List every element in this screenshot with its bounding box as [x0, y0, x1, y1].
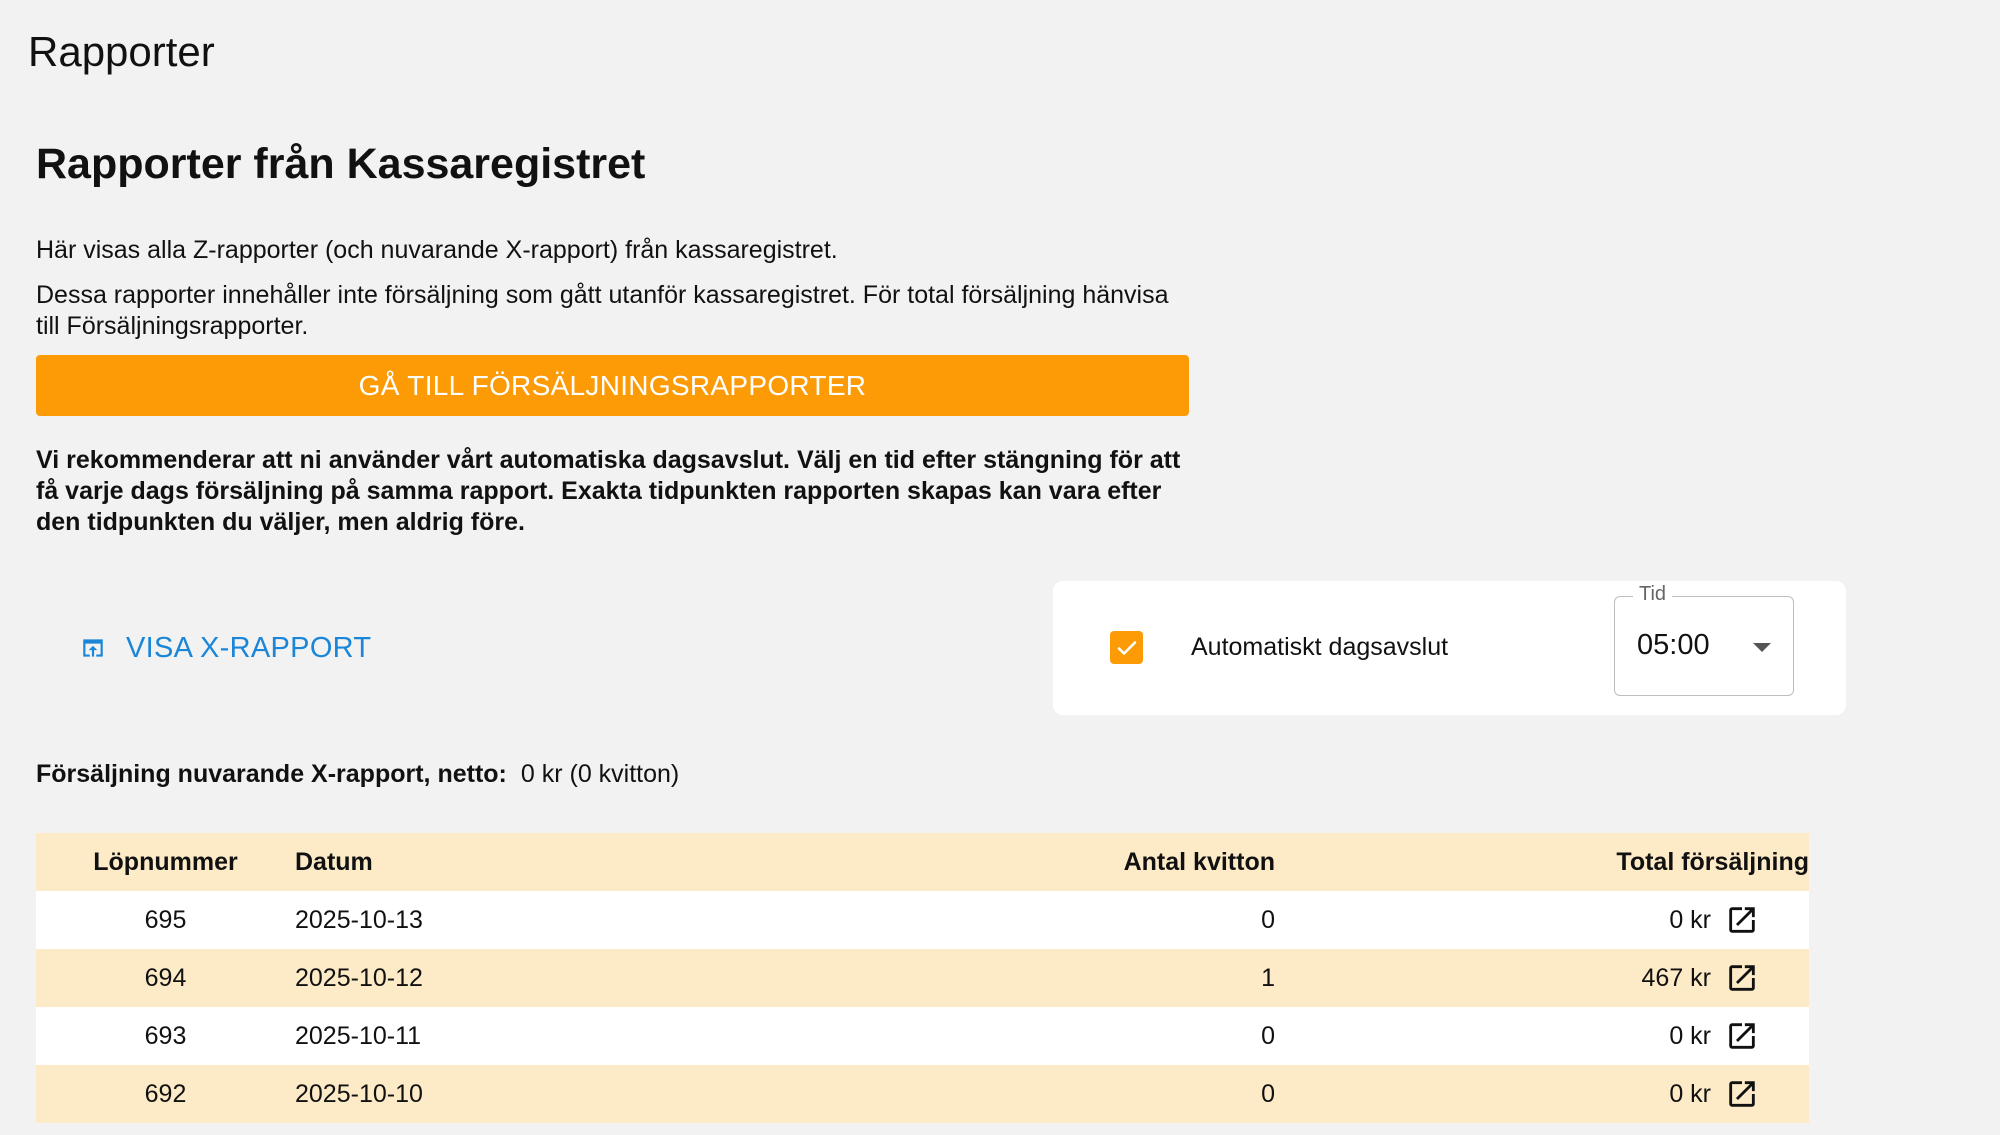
column-header-date: Datum [295, 847, 373, 876]
table-row [36, 1007, 1809, 1065]
open-report-icon[interactable] [1725, 961, 1759, 995]
time-select[interactable] [1614, 583, 1794, 696]
recommendation-text: Vi rekommenderar att ni använder vårt automatiska dagsavslut. Välj en tid efter stängning för att få varje dags försäljning på samma rapport. Exakta tidpunkten rapporten skapas kan vara efter den tidpunkten du väljer, men aldrig före. [36, 446, 1181, 536]
x-report-summary-value: 0 kr (0 kvitton) [520, 760, 680, 788]
chevron-down-icon[interactable] [1753, 643, 1771, 652]
cell-total-value: 467 kr [1641, 963, 1711, 992]
cell-date: 2025-10-13 [295, 905, 423, 934]
cell-date: 2025-10-12 [295, 963, 423, 992]
cell-date: 2025-10-10 [295, 1079, 423, 1108]
cell-total [1275, 891, 1809, 949]
cell-number: 695 [144, 905, 187, 934]
z-reports-table [36, 833, 1809, 1123]
intro-note: Dessa rapporter innehåller inte försäljning som gått utanför kassaregistret. För total försäljning hänvisa till Försäljningsrapporter. [36, 281, 1169, 340]
open-report-icon[interactable] [1725, 1077, 1759, 1111]
time-select-value: 05:00 [1637, 629, 1710, 661]
table-row [36, 949, 1809, 1007]
cell-total-value: 0 kr [1669, 905, 1711, 934]
cell-total-value: 0 kr [1669, 1021, 1711, 1050]
cell-receipts: 0 [1261, 1021, 1275, 1050]
cell-total [1275, 1007, 1809, 1065]
x-report-summary-label: Försäljning nuvarande X-rapport, netto: [36, 760, 507, 788]
auto-close-checkbox[interactable] [1110, 631, 1143, 664]
show-x-report-link[interactable] [80, 625, 371, 671]
intro-text: Här visas alla Z-rapporter (och nuvarande X-rapport) från kassaregistret. [36, 236, 838, 264]
checkmark-icon [1115, 636, 1139, 660]
open-report-icon[interactable] [1725, 1019, 1759, 1053]
cell-number: 693 [144, 1021, 187, 1050]
app-title: Rapporter [28, 28, 215, 75]
auto-close-label: Automatiskt dagsavslut [1191, 633, 1449, 661]
cell-receipts: 1 [1261, 963, 1275, 992]
cell-total-value: 0 kr [1669, 1079, 1711, 1108]
cell-total [1275, 1065, 1809, 1123]
column-header-number: Löpnummer [93, 847, 238, 876]
cell-number: 694 [144, 963, 187, 992]
open-in-window-icon [80, 635, 106, 661]
cell-number: 692 [144, 1079, 187, 1108]
column-header-receipts: Antal kvitton [1123, 847, 1275, 876]
column-header-total: Total försäljning [1616, 847, 1809, 876]
cell-total [1275, 949, 1809, 1007]
goto-sales-reports-button[interactable]: GÅ TILL FÖRSÄLJNINGSRAPPORTER [36, 355, 1189, 416]
page-title: Rapporter från Kassaregistret [36, 140, 646, 188]
show-x-report-label: VISA X-RAPPORT [126, 631, 372, 664]
open-report-icon[interactable] [1725, 903, 1759, 937]
cell-date: 2025-10-11 [295, 1021, 422, 1050]
x-report-summary [36, 760, 679, 789]
table-row [36, 1065, 1809, 1123]
table-header-row [36, 833, 1809, 891]
time-select-label: Tid [1633, 583, 1672, 606]
cell-receipts: 0 [1261, 1079, 1275, 1108]
cell-receipts: 0 [1261, 905, 1275, 934]
auto-close-card [1053, 581, 1846, 715]
table-row [36, 891, 1809, 949]
